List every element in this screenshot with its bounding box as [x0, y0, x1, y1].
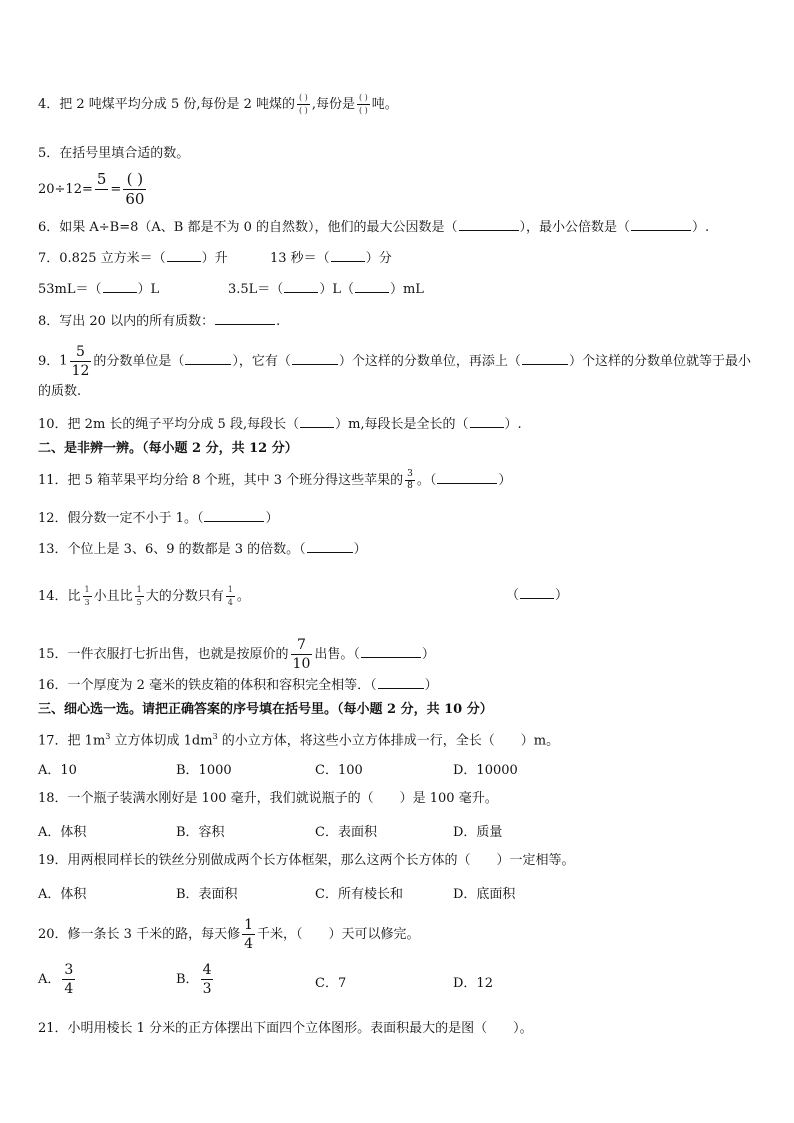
answer-blank[interactable] — [284, 280, 318, 293]
answer-blank[interactable] — [520, 586, 554, 599]
question-7-row2b: 3.5L＝（ ）L（ ）mL — [228, 282, 424, 297]
option-d[interactable]: D．质量 — [453, 825, 503, 840]
option-b[interactable]: B．容积 — [176, 825, 225, 840]
fraction: $\frac{1}{5}$ — [136, 585, 142, 607]
answer-blank[interactable] — [470, 415, 504, 428]
option-a[interactable]: A．体积 — [38, 887, 87, 902]
question-4: 4．把 2 吨煤平均分成 5 份,每份是 2 吨煤的 $\frac{( )}{( )}$ ,每份是 $\frac{( )}{( )}$ 吨。 — [38, 93, 398, 115]
question-9-line2: 的质数. — [38, 384, 82, 399]
question-14-answer: （ ） — [506, 588, 569, 603]
option-c[interactable]: C．所有棱长和 — [315, 887, 403, 902]
answer-blank[interactable] — [307, 540, 353, 553]
question-11: 11．把 5 箱苹果平均分给 8 个班，其中 3 个班分得这些苹果的 $\frac{3}{8}$ 。（ ） — [38, 469, 512, 491]
question-17: 17．把 $1m^3$ 立方体切成 $1dm^3$ 的小立方体，将这些小立方体排成一行，全长（ ）m。 — [38, 732, 560, 749]
question-15: 15．一件衣服打七折出售，也就是按原价的 $\frac{7}{10}$ 出售。（ ） — [38, 637, 435, 672]
fraction: $\frac{1}{3}$ — [84, 585, 90, 607]
option-d[interactable]: D．12 — [453, 976, 493, 991]
option-a[interactable]: A．体积 — [38, 825, 87, 840]
option-c[interactable]: C．7 — [315, 976, 347, 991]
section-2-title: 二、是非辨一辨。（每小题 2 分，共 12 分） — [38, 441, 298, 456]
question-20: 20．修一条长 3 千米的路，每天修 $\frac{1}{4}$ 千米，（ ）天可以修完。 — [38, 917, 420, 952]
option-c[interactable]: C．100 — [315, 763, 363, 778]
answer-blank[interactable] — [215, 312, 275, 325]
answer-blank[interactable] — [185, 352, 231, 365]
answer-blank[interactable] — [167, 249, 201, 262]
fraction: $\frac{( )}{60}$ — [125, 170, 145, 208]
option-d[interactable]: D．10000 — [453, 763, 518, 778]
answer-blank[interactable] — [437, 471, 497, 484]
question-18: 18．一个瓶子装满水刚好是 100 毫升，我们就说瓶子的（ ）是 100 毫升。 — [38, 791, 498, 806]
answer-blank[interactable] — [378, 676, 424, 689]
answer-blank[interactable] — [331, 249, 365, 262]
fraction: $\frac{7}{10}$ — [292, 637, 311, 672]
answer-blank[interactable] — [459, 218, 519, 231]
option-a[interactable]: A．10 — [38, 763, 77, 778]
option-c[interactable]: C．表面积 — [315, 825, 377, 840]
option-b[interactable]: B．表面积 — [176, 887, 238, 902]
answer-blank[interactable] — [631, 218, 691, 231]
option-b[interactable]: B．1000 — [176, 763, 232, 778]
fraction: $\frac{5}{12}$ — [71, 344, 90, 379]
answer-blank[interactable] — [300, 415, 334, 428]
answer-blank[interactable] — [204, 509, 264, 522]
question-14: 14．比 $\frac{1}{3}$ 小且比 $\frac{1}{5}$ 大的分数只有 $\frac{1}{4}$ 。 — [38, 585, 250, 607]
answer-blank[interactable] — [361, 645, 421, 658]
question-9: 9．1 $\frac{5}{12}$ 的分数单位是（ ），它有（ ）个这样的分数单位，再添上（ ）个这样的分数单位就等于最小 — [38, 344, 751, 379]
question-12: 12．假分数一定不小于 1。（ ） — [38, 511, 279, 526]
question-7-row1b: 13 秒＝（ ）分 — [270, 251, 392, 266]
question-5-expression: 20÷12= 5 = $\frac{( )}{60}$ — [38, 170, 145, 208]
fraction: $\frac{3}{4}$ — [64, 962, 74, 997]
fraction: $\frac{4}{3}$ — [202, 962, 212, 997]
question-21: 21．小明用棱长 1 分米的正方体摆出下面四个立体图形。表面积最大的是图（ ）。 — [38, 1021, 533, 1036]
question-13: 13．个位上是 3、6、9 的数都是 3 的倍数。（ ） — [38, 542, 367, 557]
answer-blank[interactable] — [355, 280, 389, 293]
option-a[interactable]: A． $\frac{3}{4}$ — [38, 962, 74, 997]
fraction: $\frac{1}{4}$ — [227, 585, 233, 607]
question-5: 5．在括号里填合适的数。 — [38, 146, 190, 161]
option-d[interactable]: D．底面积 — [453, 887, 516, 902]
answer-blank[interactable] — [292, 352, 338, 365]
fraction: $\frac{3}{8}$ — [407, 469, 413, 491]
answer-blank[interactable] — [522, 352, 568, 365]
fraction: $\frac{1}{4}$ — [244, 917, 253, 952]
option-b[interactable]: B． $\frac{4}{3}$ — [176, 962, 212, 997]
answer-blank[interactable] — [103, 280, 137, 293]
question-16: 16．一个厚度为 2 毫米的铁皮箱的体积和容积完全相等．（ ） — [38, 678, 438, 693]
question-8: 8．写出 20 以内的所有质数： . — [38, 314, 281, 329]
fraction: $\frac{( )}{( )}$ — [358, 93, 368, 115]
question-6: 6．如果 A÷B=8（A、B 都是不为 0 的自然数），他们的最大公因数是（ ），最小公倍数是（ ）. — [38, 220, 710, 235]
question-7-row1: 7．0.825 立方米＝（ ）升 — [38, 251, 228, 266]
question-7-row2: 53mL＝（ ）L — [38, 282, 160, 297]
fraction: 5 — [96, 170, 107, 188]
fraction: $\frac{( )}{( )}$ — [299, 93, 308, 115]
question-10: 10．把 2m 长的绳子平均分成 5 段,每段长（ ）m,每段长是全长的（ ）. — [38, 417, 522, 432]
section-3-title: 三、细心选一选。请把正确答案的序号填在括号里。（每小题 2 分，共 10 分） — [38, 702, 493, 717]
question-19: 19．用两根同样长的铁丝分别做成两个长方体框架，那么这两个长方体的（ ）一定相等。 — [38, 853, 575, 868]
